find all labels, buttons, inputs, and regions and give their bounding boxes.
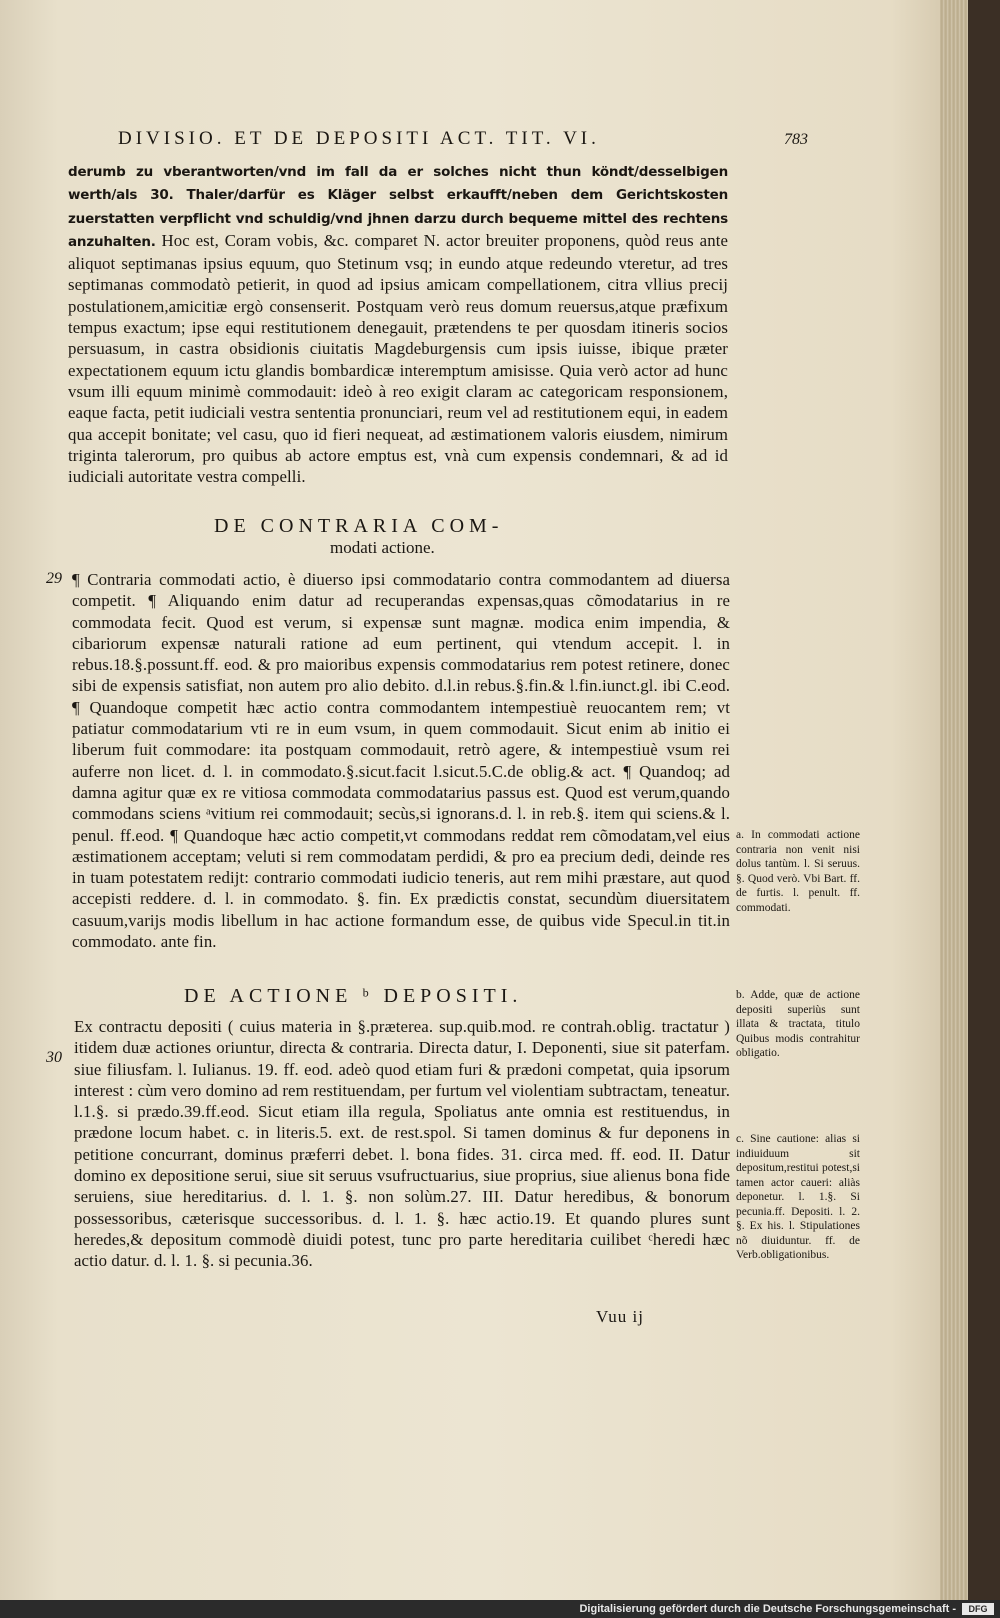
latin-text: Hoc est, Coram vobis, &c. comparet N. actor breuiter proponens, quòd reus ante aliquot septimanas ipsius equum, quo Stetinum vsq; in eundo atque redeundo vteretur, ad tres septimanas commodatò petierit, in quod ad ipsius amicam compellationem, citra vllius precij postulationem,amicitiæ ergò consenserit. Postquam verò reus domum reuersus,atque præfixum tempus exactum; ipse equi restitutionem denegauit, prætendens te per quosdam itineris socios persuasum, in castra obsidionis ciuitatis Magdeburgensis cum ipsis iuisse, ibique præter expectationem equum ictu glandis bombardicæ interemptum amisisse. Quia verò actor ad hunc vsum illi equum minimè commodauit: ideò à reo exigit claram ac categoricam responsionem, eaque facta, petit iudiciali vestra sententia pronunciari, reum vel ad restitutionem equi, in eadem qua accepit bonitate; vel casu, quo id fieri nequeat, ad æstimationem valoris eiusdem, nimirum triginta talerorum, pro quibus ab actore emptus est, vnà cum expensis condemnari, & ad id iudiciali autoritate vestra compelli. <box>68 230 728 487</box>
dfg-logo: DFG <box>962 1603 994 1615</box>
margin-number-30: 30 <box>46 1049 62 1066</box>
catchword: Vuu ij <box>596 1307 644 1326</box>
section-heading-depositi: DE ACTIONE ᵇ DEPOSITI. <box>184 985 523 1007</box>
running-head: DIVISIO. ET DE DEPOSITI ACT. TIT. VI. <box>118 128 600 149</box>
side-note-a: a. In commodati actione contraria non venit nisi dolus tantùm. l. Si seruus. §. Quod verò. Vbi Bart. ff. de furtis. l. penult. ff. commodati. <box>736 829 860 914</box>
section-heading-contraria: DE CONTRARIA COM- <box>214 515 504 537</box>
margin-number-29: 29 <box>46 570 62 587</box>
depositi-paragraph: Ex contractu depositi ( cuius materia in §.præterea. sup.quib.mod. re contrah.oblig. tractatur ) itidem duæ actiones oriuntur, directa & contraria. Directa datur, I. Deponenti, siue sit paterfam. siue filiusfam. l. Iulianus. 19. ff. eod. adeò quod etiam furi & prædoni competat, quia ipsorum interest : cùm vero domino ad rem restituendam, per furtum vel violentiam subtractam, teneatur. l.1.§. si prædo.39.ff.eod. Sicut etiam illa regula, Spoliatus ante omnia est restituendus, in prædone locum habet. c. in literis.5. ext. de rest.spol. Si tamen dominus & fur deponens in petitione concurrant, dominus præferri debet. l. bona fides. 31. circa med. ff. eod. II. Datur domino ex depositione serui, siue sit seruus vsufructuarius, siue proprius, siue alienus bona fide seruiens, siue hereditarius. d. l. 1. §. non solùm.27. III. Datur heredibus, & bonorum possessoribus, cæterisque successoribus. d. l. 1. §. hæc actio.19. Et quando plures sunt heredes,& depositum commodè diuidi potest, tunc pro parte hereditaria cuilibet ᶜheredi hæc actio datur. d. l. 1. §. si pecunia.36. <box>74 1017 730 1271</box>
section-subheading-contraria: modati actione. <box>330 538 435 557</box>
page-number: 783 <box>784 131 808 148</box>
footer-credit: Digitalisierung gefördert durch die Deutsche Forschungsgemeinschaft - <box>579 1603 956 1615</box>
digitization-footer <box>0 1600 1000 1618</box>
page-edge-stack <box>940 0 968 1600</box>
side-note-b: b. Adde, quæ de actione depositi superiùs sunt illata & tractata, titulo Quibus modis contrahitur obligatio. <box>736 989 860 1059</box>
contraria-paragraph: ¶ Contraria commodati actio, è diuerso ipsi commodatario contra commodantem ad diuersa competit. ¶ Aliquando enim datur ad recuperandas expensas,quas cõmodatarius in re commodata fecit. Quod est verum, si expensæ sunt magnæ. modica enim impendia, & cibariorum expensæ naturali ratione ad eum pertinent, qui vtendum accepit. l. in rebus.18.§.possunt.ff. eod. & pro maioribus expensis commodatarius rem potest retinere, donec sibi de expensis satisfiat, non autem pro alio debito. d.l.in rebus.§.fin.& l.fin.iunct.gl. ibi C.eod. ¶ Quandoque competit hæc actio contra commodantem intempestiuè reuocantem rem; vt patiatur commodatarium vti re in eum vsum, in quem commodauit. Sicut enim ab initio ei liberum fuit commodare: ita postquam commodauit, retrò agere, & intempestiuè vsum rei auferre non licet. d. l. in commodato.§.sicut.facit l.sicut.5.C.de oblig.& act. ¶ Quandoq; ad damna agitur quæ ex re vitiosa commodata commodatarius passus est. Quod est verum,quando commodans sciens ᵃvitium rei commodauit; secùs,si ignorans.d. l. in reb.§. item qui sciens.& l. penul. ff.eod. ¶ Quandoque hæc actio competit,vt commodans reddat rem cõmodatam,vel eius æstimationem acceptam; veluti si rem commodatam perdidi, & pro ea precium dedi, deinde res in tuam potestatem redijt: contrario commodati iudicio teneris, aut rem mihi præstare, aut quod accepisti reddere. d. l. in commodato. §. fin. Ex prædictis constat, secundùm diuersitatem casuum,varijs modis libellum in hac actione formandum esse, de quibus vide Specul.in tit.in commodato. ante fin. <box>72 570 730 952</box>
intro-paragraph <box>68 160 728 487</box>
side-note-c: c. Sine cautione: alias si indiuiduum sit depositum,restitui potest,si tamen actor caueri: aliàs deponetur. l. 1.§. Si pecunia.ff. Depositi. l. 2. §. Ex his. l. Stipulationes nõ diuiduntur. ff. de Verb.obligationibus. <box>736 1133 860 1261</box>
german-text: derumb zu vberantworten/vnd im fall da er solches nicht thun köndt/desselbigen werth/als 30. Thaler/darfür es Kläger selbst erkaufft/neben dem Gerichtskosten zuerstatten verpflicht vnd schuldig/vnd jhnen darzu durch bequeme mittel des rechtens anzuhalten. <box>68 164 728 250</box>
